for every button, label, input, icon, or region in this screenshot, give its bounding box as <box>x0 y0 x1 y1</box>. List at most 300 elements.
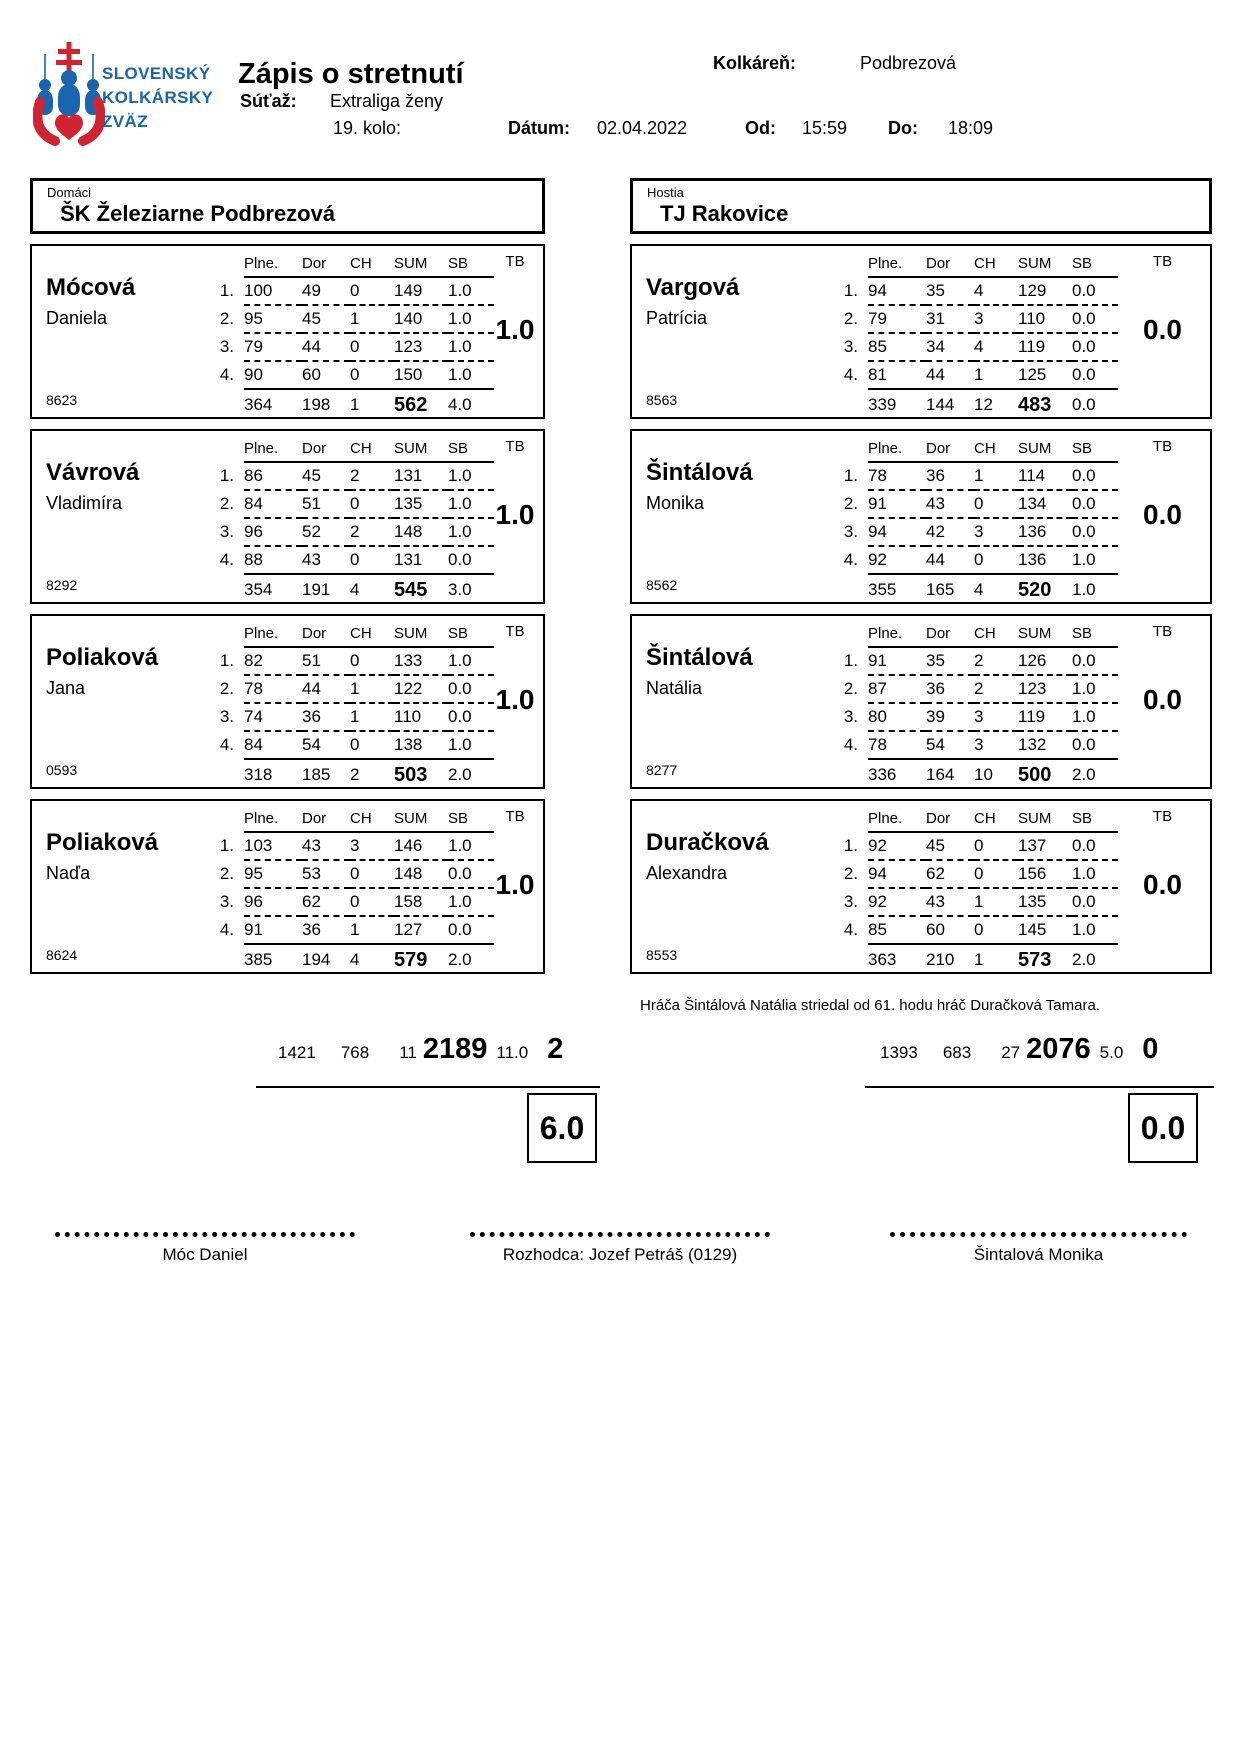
lane-number: 2. <box>219 864 234 883</box>
cell-sb: 0.0 <box>1072 333 1118 361</box>
cell-plne: 88 <box>244 546 302 574</box>
cell-sb: 0.0 <box>448 546 494 574</box>
away-player-4 <box>630 799 1212 974</box>
cell-sb: 0.0 <box>448 916 494 944</box>
home-team-name: ŠK Železiarne Podbrezová <box>60 201 336 226</box>
player-score-table <box>212 436 494 605</box>
col-header-dor: Dor <box>302 806 350 832</box>
player-registration-number: 8623 <box>46 392 78 408</box>
total-sb: 3.0 <box>448 574 494 605</box>
away-total-sb: 5.0 <box>1099 1043 1124 1062</box>
player-total-row <box>212 759 494 790</box>
total-ch: 12 <box>974 389 1018 420</box>
date-label: Dátum: <box>508 118 570 138</box>
total-sb: 2.0 <box>1072 944 1118 975</box>
cell-sum: 145 <box>1018 916 1072 944</box>
player-block <box>30 799 545 974</box>
away-player-1 <box>630 244 1212 419</box>
home-total-ch: 11 <box>399 1043 417 1062</box>
player-block <box>630 614 1212 789</box>
team-point-column <box>1115 801 1210 972</box>
col-header-tb: TB <box>505 253 525 270</box>
cell-sb: 0.0 <box>1072 361 1118 389</box>
team-point-column <box>487 801 543 972</box>
cell-plne: 91 <box>244 916 302 944</box>
home-totals-rule <box>256 1086 600 1088</box>
lane-number: 1. <box>219 836 234 855</box>
lane-number: 1. <box>219 281 234 300</box>
round-label: 19. kolo: <box>333 118 402 138</box>
cell-dor: 43 <box>302 836 321 855</box>
cell-sum: 131 <box>394 546 448 574</box>
cell-dor: 36 <box>302 916 350 944</box>
cell-sb: 1.0 <box>1072 703 1118 731</box>
skz-logo-text <box>102 62 213 134</box>
cell-sum: 119 <box>1018 333 1072 361</box>
cell-dor: 62 <box>302 888 350 916</box>
cell-sb: 1.0 <box>448 731 494 759</box>
total-ch: 10 <box>974 759 1018 790</box>
total-ch: 1 <box>350 389 394 420</box>
cell-dor: 60 <box>302 361 350 389</box>
cell-ch: 1 <box>350 703 394 731</box>
cell-ch: 1 <box>974 888 1018 916</box>
cell-ch: 0 <box>350 651 360 670</box>
signature-dotted-line <box>470 1232 770 1237</box>
cell-sum: 138 <box>394 731 448 759</box>
signature-block-home <box>55 1232 355 1265</box>
cell-sb: 0.0 <box>448 703 494 731</box>
cell-sb: 1.0 <box>448 490 494 518</box>
cell-sum: 158 <box>394 888 448 916</box>
col-header-plne: Plne. <box>244 251 302 277</box>
col-header-sb: SB <box>1072 436 1118 462</box>
player-block <box>630 799 1212 974</box>
col-header-sb: SB <box>448 806 494 832</box>
cell-sum: 150 <box>394 361 448 389</box>
player-firstname: Naďa <box>46 863 91 883</box>
lane-number: 3. <box>843 337 858 356</box>
col-header-plne: Plne. <box>868 621 926 647</box>
lane-row-3 <box>212 518 494 546</box>
signature-dotted-line <box>890 1232 1187 1237</box>
total-plne: 339 <box>868 389 926 420</box>
cell-dor: 44 <box>926 361 974 389</box>
col-header-ch: CH <box>350 436 394 462</box>
away-totals-rule <box>865 1086 1214 1088</box>
cell-sum: 156 <box>1018 860 1072 888</box>
total-sb: 4.0 <box>448 389 494 420</box>
cell-sum: 133 <box>394 651 423 670</box>
col-header-dor: Dor <box>926 806 974 832</box>
col-header-sb: SB <box>448 436 494 462</box>
cell-ch: 0 <box>350 281 360 300</box>
time-to-label: Do: <box>888 118 918 138</box>
cell-dor: 35 <box>926 651 945 670</box>
cell-ch: 2 <box>350 466 360 485</box>
player-total-row <box>836 944 1118 975</box>
total-plne: 364 <box>244 389 302 420</box>
away-total-sum: 2076 <box>1026 1033 1091 1065</box>
logo-line-2: KOLKÁRSKY <box>102 88 214 107</box>
cell-dor: 45 <box>926 836 945 855</box>
cell-dor: 52 <box>302 518 350 546</box>
cell-sb: 0.0 <box>1072 888 1118 916</box>
cell-ch: 0 <box>974 860 1018 888</box>
home-player-3 <box>30 614 545 789</box>
cell-ch: 1 <box>974 361 1018 389</box>
lane-number: 2. <box>219 309 234 328</box>
player-team-points: 1.0 <box>495 683 535 715</box>
cell-dor: 45 <box>302 466 321 485</box>
away-team-box <box>630 178 1212 234</box>
cell-dor: 51 <box>302 490 350 518</box>
player-total-row <box>212 574 494 605</box>
signature-name: Šintalová Monika <box>973 1245 1104 1264</box>
total-ch: 2 <box>350 759 394 790</box>
signature-dotted-line <box>55 1232 355 1237</box>
score-table-header-row <box>836 251 1118 277</box>
lane-row-1 <box>836 277 1118 305</box>
lane-number: 4. <box>843 550 858 569</box>
total-plne: 354 <box>244 574 302 605</box>
cell-dor: 54 <box>302 731 350 759</box>
cell-ch: 3 <box>974 305 1018 333</box>
team-point-column <box>487 431 543 602</box>
away-player-2 <box>630 429 1212 604</box>
cell-sum: 148 <box>394 518 448 546</box>
competition-label: Súťaž: <box>240 91 297 111</box>
cell-sb: 1.0 <box>1072 860 1118 888</box>
lane-number: 1. <box>843 466 858 485</box>
lane-row-2 <box>836 675 1118 703</box>
lane-number: 4. <box>843 920 858 939</box>
away-final-score-box: 0.0 <box>1128 1093 1198 1163</box>
cell-ch: 4 <box>974 333 1018 361</box>
total-sum: 573 <box>1018 944 1072 975</box>
cell-plne: 92 <box>868 888 926 916</box>
cell-plne: 79 <box>868 305 926 333</box>
cell-sum: 123 <box>1018 675 1072 703</box>
cell-sb: 0.0 <box>1072 305 1118 333</box>
col-header-sb: SB <box>1072 806 1118 832</box>
away-total-plne: 1393 <box>880 1043 918 1062</box>
away-team-totals <box>880 1033 1158 1066</box>
cell-sum: 125 <box>1018 361 1072 389</box>
away-side-label: Hostia <box>647 185 684 200</box>
lane-number: 4. <box>843 735 858 754</box>
col-header-ch: CH <box>350 806 394 832</box>
cell-sb: 1.0 <box>448 836 472 855</box>
cell-plne: 92 <box>868 546 926 574</box>
player-registration-number: 0593 <box>46 762 78 778</box>
player-registration-number: 8562 <box>646 577 678 593</box>
cell-sum: 114 <box>1018 466 1046 485</box>
player-surname: Vávrová <box>46 459 140 486</box>
lane-row-3 <box>212 888 494 916</box>
col-header-sb: SB <box>448 621 494 647</box>
cell-ch: 0 <box>974 490 1018 518</box>
cell-dor: 49 <box>302 281 321 300</box>
player-firstname: Daniela <box>46 308 108 328</box>
player-registration-number: 8277 <box>646 762 678 778</box>
cell-plne: 78 <box>868 731 926 759</box>
player-registration-number: 8563 <box>646 392 678 408</box>
player-firstname: Monika <box>646 493 705 513</box>
logo-line-1: SLOVENSKÝ <box>102 64 211 83</box>
team-point-column <box>487 616 543 787</box>
lane-number: 2. <box>219 494 234 513</box>
lane-row-1 <box>212 832 494 860</box>
cell-plne: 81 <box>868 361 926 389</box>
cell-plne: 91 <box>868 490 926 518</box>
cell-ch: 3 <box>974 518 1018 546</box>
score-table-header-row <box>836 806 1118 832</box>
lane-row-2 <box>212 305 494 333</box>
cell-sb: 1.0 <box>1072 675 1118 703</box>
lane-row-4 <box>836 916 1118 944</box>
col-header-dor: Dor <box>926 436 974 462</box>
lane-number: 4. <box>219 735 234 754</box>
cell-ch: 0 <box>350 333 394 361</box>
team-point-column <box>1115 246 1210 417</box>
col-header-sum: SUM <box>1018 621 1072 647</box>
cell-plne: 85 <box>868 916 926 944</box>
cell-sb: 0.0 <box>1072 836 1096 855</box>
cell-ch: 1 <box>974 466 984 485</box>
lane-number: 4. <box>219 550 234 569</box>
cell-sb: 1.0 <box>448 466 472 485</box>
cell-sb: 0.0 <box>1072 651 1096 670</box>
player-score-table <box>836 436 1118 605</box>
player-block <box>30 244 545 419</box>
cell-sb: 1.0 <box>448 361 494 389</box>
total-sum: 562 <box>394 389 448 420</box>
lane-number: 1. <box>843 836 858 855</box>
cell-dor: 53 <box>302 860 350 888</box>
cell-sum: 135 <box>394 490 448 518</box>
player-registration-number: 8624 <box>46 947 78 963</box>
time-from-label: Od: <box>745 118 776 138</box>
total-ch: 4 <box>974 574 1018 605</box>
cell-sum: 129 <box>1018 281 1047 300</box>
cell-plne: 92 <box>868 836 887 855</box>
lane-number: 3. <box>219 707 234 726</box>
lane-row-4 <box>212 916 494 944</box>
player-total-row <box>836 759 1118 790</box>
lane-number: 2. <box>843 864 858 883</box>
total-plne: 363 <box>868 944 926 975</box>
home-total-sum: 2189 <box>422 1033 488 1065</box>
lane-number: 2. <box>219 679 234 698</box>
lane-row-3 <box>836 888 1118 916</box>
cell-dor: 60 <box>926 916 974 944</box>
col-header-sum: SUM <box>394 436 448 462</box>
cell-sb: 1.0 <box>448 651 472 670</box>
total-ch: 4 <box>350 944 394 975</box>
lane-row-4 <box>212 546 494 574</box>
player-score-table <box>212 806 494 975</box>
team-point-column <box>1115 616 1210 787</box>
lane-row-1 <box>212 277 494 305</box>
cell-ch: 0 <box>350 546 394 574</box>
score-table-header-row <box>212 251 494 277</box>
player-score-table <box>836 251 1118 420</box>
lane-number: 4. <box>843 365 858 384</box>
venue-label: Kolkáreň: <box>713 53 797 73</box>
home-team-column <box>30 178 545 974</box>
cell-plne: 79 <box>244 333 302 361</box>
cell-dor: 31 <box>926 305 974 333</box>
away-total-ch: 27 <box>1001 1043 1021 1062</box>
home-team-box <box>30 178 545 234</box>
total-dor: 198 <box>302 389 350 420</box>
cell-plne: 80 <box>868 703 926 731</box>
col-header-ch: CH <box>350 621 394 647</box>
cell-plne: 82 <box>244 651 263 670</box>
cell-plne: 90 <box>244 361 302 389</box>
cell-ch: 0 <box>350 888 394 916</box>
home-total-plne: 1421 <box>278 1043 316 1062</box>
away-team-name: TJ Rakovice <box>660 201 789 226</box>
cell-plne: 84 <box>244 490 302 518</box>
total-dor: 194 <box>302 944 350 975</box>
cell-plne: 78 <box>244 675 302 703</box>
player-total-row <box>836 574 1118 605</box>
col-header-tb: TB <box>1152 253 1173 270</box>
lane-row-1 <box>836 647 1118 675</box>
cell-ch: 2 <box>350 518 394 546</box>
cell-sb: 0.0 <box>448 860 494 888</box>
cell-dor: 35 <box>926 281 945 300</box>
cell-dor: 34 <box>926 333 974 361</box>
cell-sum: 140 <box>394 305 448 333</box>
home-final-score-box: 6.0 <box>527 1093 597 1163</box>
player-surname: Vargová <box>646 274 740 301</box>
cell-sum: 127 <box>394 916 448 944</box>
total-dor: 210 <box>926 944 974 975</box>
cell-plne: 95 <box>244 860 302 888</box>
col-header-dor: Dor <box>926 621 974 647</box>
col-header-tb: TB <box>505 438 525 455</box>
cell-dor: 36 <box>926 675 974 703</box>
total-plne: 318 <box>244 759 302 790</box>
cell-sb: 0.0 <box>1072 466 1096 485</box>
away-player-3 <box>630 614 1212 789</box>
col-header-sb: SB <box>1072 251 1118 277</box>
cell-sum: 134 <box>1018 490 1072 518</box>
col-header-sum: SUM <box>1018 251 1072 277</box>
cell-sum: 146 <box>394 836 423 855</box>
signature-name: Móc Daniel <box>162 1245 248 1264</box>
competition-value: Extraliga ženy <box>330 91 444 111</box>
cell-sb: 1.0 <box>1072 916 1118 944</box>
total-dor: 144 <box>926 389 974 420</box>
player-block <box>30 429 545 604</box>
venue-value: Podbrezová <box>860 53 957 73</box>
score-table-header-row <box>212 621 494 647</box>
lane-number: 3. <box>843 522 858 541</box>
cell-ch: 0 <box>350 490 394 518</box>
lane-number: 1. <box>219 651 234 670</box>
cell-sb: 1.0 <box>448 281 472 300</box>
total-plne: 355 <box>868 574 926 605</box>
signature-name: Rozhodca: Jozef Petráš (0129) <box>502 1245 738 1264</box>
cell-plne: 95 <box>244 305 302 333</box>
cell-ch: 0 <box>350 731 394 759</box>
total-dor: 185 <box>302 759 350 790</box>
lane-number: 2. <box>843 679 858 698</box>
lane-number: 1. <box>843 651 858 670</box>
lane-row-4 <box>836 546 1118 574</box>
page-title: Zápis o stretnutí <box>238 58 464 90</box>
home-team-totals <box>278 1033 563 1066</box>
cell-dor: 62 <box>926 860 974 888</box>
col-header-plne: Plne. <box>868 806 926 832</box>
cell-sum: 126 <box>1018 651 1047 670</box>
total-sb: 2.0 <box>448 759 494 790</box>
total-dor: 164 <box>926 759 974 790</box>
col-header-dor: Dor <box>302 436 350 462</box>
lane-row-4 <box>836 361 1118 389</box>
cell-sum: 132 <box>1018 731 1072 759</box>
col-header-dor: Dor <box>302 621 350 647</box>
cell-ch: 3 <box>974 703 1018 731</box>
col-header-sum: SUM <box>394 621 448 647</box>
total-ch: 1 <box>974 944 1018 975</box>
col-header-plne: Plne. <box>244 806 302 832</box>
cell-plne: 94 <box>868 518 926 546</box>
player-surname: Šintálová <box>646 644 753 671</box>
cell-sum: 119 <box>1018 703 1072 731</box>
lane-number: 3. <box>219 522 234 541</box>
player-surname: Duračková <box>646 829 769 856</box>
home-total-sb: 11.0 <box>496 1043 529 1062</box>
home-player-4 <box>30 799 545 974</box>
cell-dor: 44 <box>302 333 350 361</box>
lane-number: 3. <box>843 892 858 911</box>
player-registration-number: 8553 <box>646 947 678 963</box>
cell-dor: 36 <box>926 466 945 485</box>
cell-sb: 0.0 <box>1072 731 1118 759</box>
lane-number: 3. <box>219 337 234 356</box>
col-header-sum: SUM <box>1018 806 1072 832</box>
lane-row-2 <box>836 860 1118 888</box>
cell-plne: 74 <box>244 703 302 731</box>
player-surname: Poliaková <box>46 644 159 671</box>
col-header-plne: Plne. <box>868 251 926 277</box>
cell-ch: 2 <box>974 651 984 670</box>
col-header-sum: SUM <box>394 806 448 832</box>
col-header-sb: SB <box>448 251 494 277</box>
col-header-sum: SUM <box>1018 436 1072 462</box>
lane-number: 2. <box>843 494 858 513</box>
cell-ch: 1 <box>350 916 394 944</box>
lane-row-1 <box>836 462 1118 490</box>
score-table-header-row <box>836 436 1118 462</box>
cell-sb: 0.0 <box>1072 281 1096 300</box>
total-sum: 520 <box>1018 574 1072 605</box>
cell-sum: 136 <box>1018 546 1072 574</box>
col-header-plne: Plne. <box>244 621 302 647</box>
player-firstname: Patrícia <box>646 308 708 328</box>
col-header-plne: Plne. <box>868 436 926 462</box>
cell-dor: 42 <box>926 518 974 546</box>
cell-sb: 0.0 <box>1072 490 1118 518</box>
signature-block-referee <box>470 1232 770 1265</box>
cell-plne: 96 <box>244 518 302 546</box>
cell-sum: 149 <box>394 281 423 300</box>
